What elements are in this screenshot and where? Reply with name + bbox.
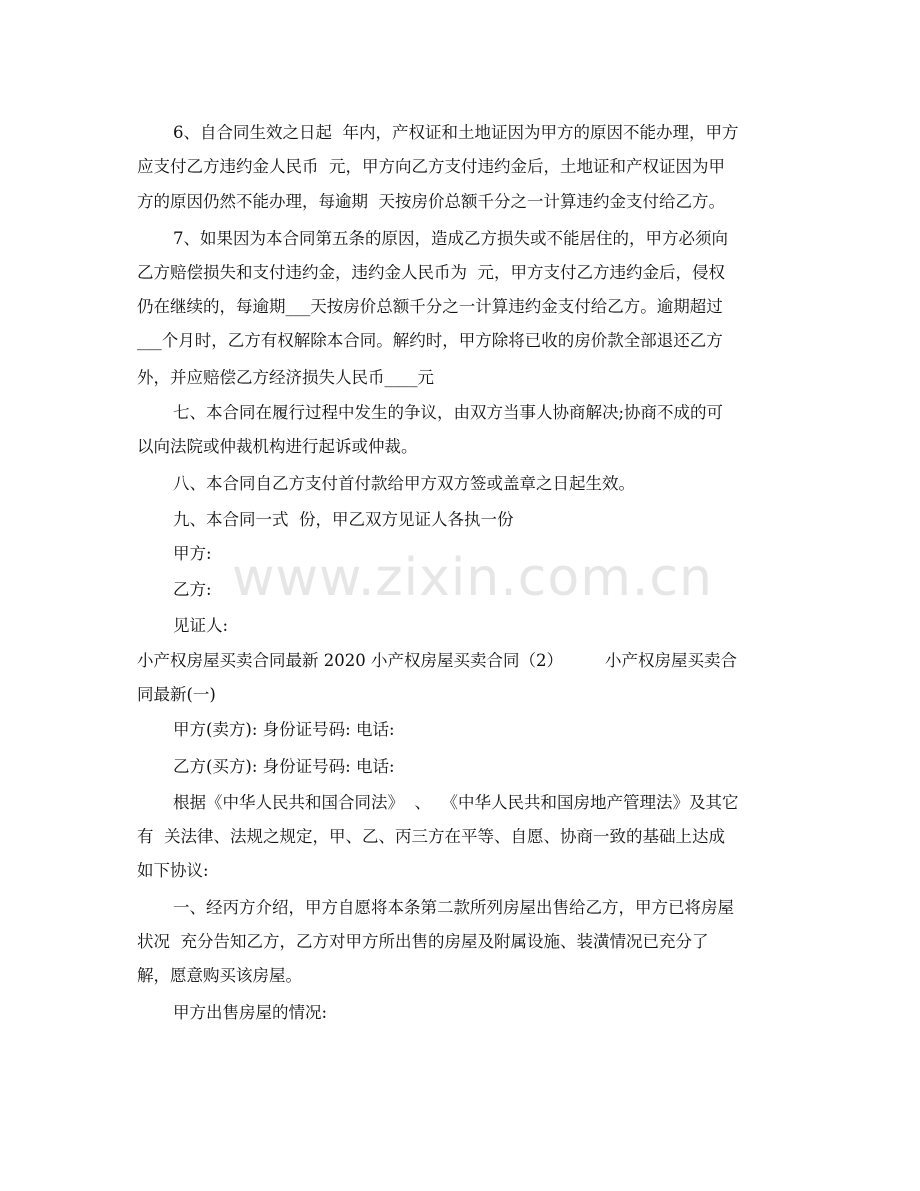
paragraph-line: 外，并应赔偿乙方经济损失人民币____元 <box>137 368 434 387</box>
paragraph-line: 7、如果因为本合同第五条的原因，造成乙方损失或不能居住的，甲方必须向 <box>173 229 728 248</box>
paragraph-line: 甲方出售房屋的情况: <box>173 1003 328 1022</box>
paragraph-line: 如下协议: <box>137 861 209 880</box>
paragraph-line: 以向法院或仲裁机构进行起诉或仲裁。 <box>137 437 418 456</box>
signature-label-party-b: 乙方: <box>173 580 212 599</box>
paragraph-line: ___个月时，乙方有权解除本合同。解约时，甲方除将已收的房价款全部退还乙方 <box>137 331 723 350</box>
section-title-line: 小产权房屋买卖合同最新 2020 小产权房屋买卖合同（2） 小产权房屋买卖合 <box>137 651 737 670</box>
party-a-info: 甲方(卖方): 身份证号码: 电话: <box>173 720 395 739</box>
paragraph-line: 应支付乙方违约金人民币 元，甲方向乙方支付违约金后，土地证和产权证因为甲 <box>137 157 725 176</box>
paragraph-line: 一、经丙方介绍，甲方自愿将本条第二款所列房屋出售给乙方，甲方已将房屋 <box>173 898 734 917</box>
paragraph-line: 七、本合同在履行过程中发生的争议，由双方当事人协商解决;协商不成的可 <box>173 403 724 422</box>
paragraph-line: 乙方赔偿损失和支付违约金，违约金人民币为 元，甲方支付乙方违约金后，侵权 <box>137 263 725 282</box>
paragraph-line: 仍在继续的，每逾期___天按房价总额千分之一计算违约金支付给乙方。逾期超过 <box>137 297 723 316</box>
paragraph-line: 方的原因仍然不能办理，每逾期 天按房价总额千分之一计算违约金支付给乙方。 <box>137 192 725 211</box>
paragraph-line: 九、本合同一式 份，甲乙双方见证人各执一份 <box>173 510 514 529</box>
signature-label-witness: 见证人: <box>173 616 229 635</box>
section-title-line: 同最新(一) <box>137 685 216 704</box>
paragraph-line: 根据《中华人民共和国合同法》 、 《中华人民共和国房地产管理法》及其它 <box>173 793 739 812</box>
paragraph-line: 八、本合同自乙方支付首付款给甲方双方签或盖章之日起生效。 <box>173 474 635 493</box>
paragraph-line: 有 关法律、法规之规定，甲、乙、丙三方在平等、自愿、协商一致的基础上达成 <box>137 827 725 846</box>
paragraph-line: 解，愿意购买该房屋。 <box>137 966 302 985</box>
party-b-info: 乙方(买方): 身份证号码: 电话: <box>173 757 395 776</box>
signature-label-party-a: 甲方: <box>173 544 212 563</box>
paragraph-line: 6、自合同生效之日起 年内，产权证和土地证因为甲方的原因不能办理，甲方 <box>173 123 739 142</box>
paragraph-line: 状况 充分告知乙方，乙方对甲方所出售的房屋及附属设施、装潢情况已充分了 <box>137 932 709 951</box>
watermark: www.zixin.com.cn <box>232 548 713 608</box>
